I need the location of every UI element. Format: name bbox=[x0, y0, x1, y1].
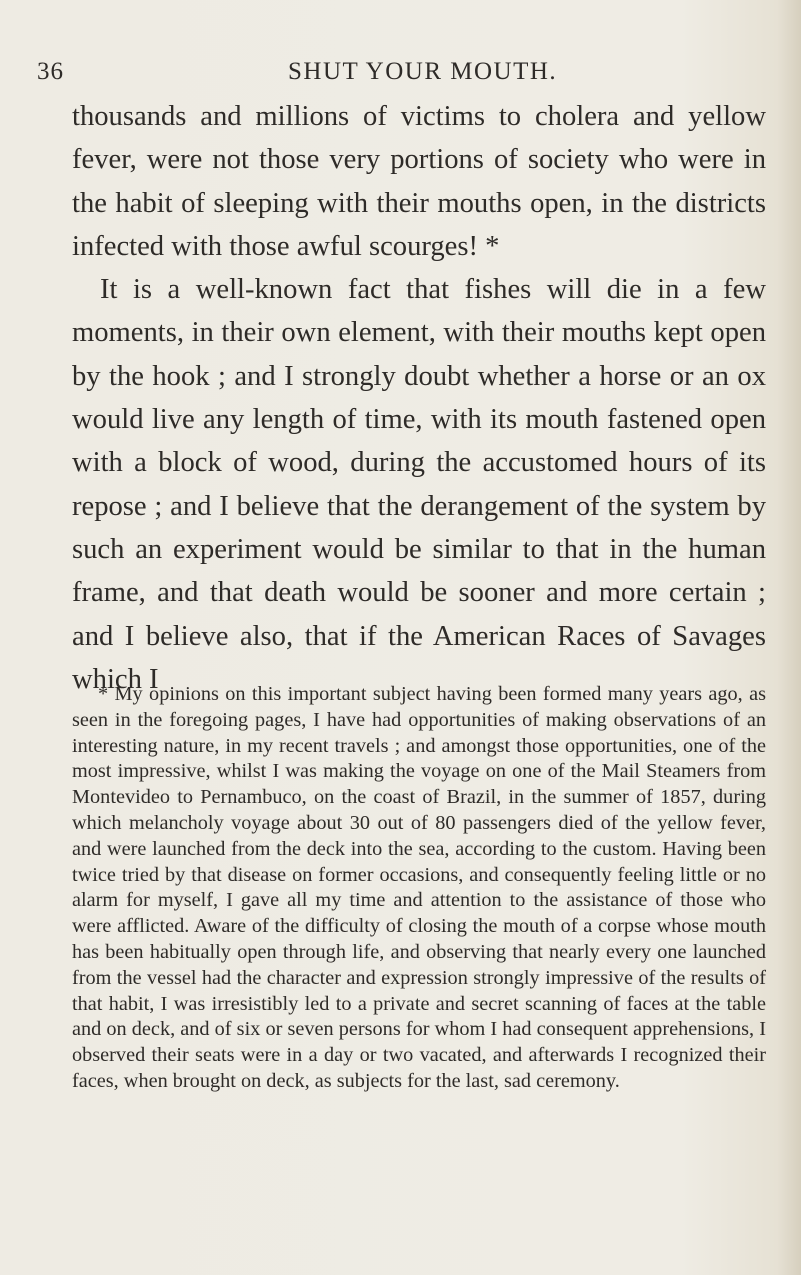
body-paragraph: It is a well-known fact that fishes will die in a few moments, in their own element, with their mouths kept open by the hook ; and I strongly doubt whether a horse or an ox would live any length of time, with its mouth fastened open with a block of wood, during the accustomed hours of its repose ; and I believe that the derangement of the system by such an experiment would be similar to that in the human frame, and that death would be sooner and more certain ; and I believe also, that if the American Races of Savages which I bbox=[72, 274, 766, 695]
footnote: * My opinions on this important subject having been formed many years ago, as seen in the foregoing pages, I have had opportunities of making observations of an interesting nature, in my recent travels ; and amongst those opportunities, one of the most impressive, whilst I was making the voyage on one of the Mail Steamers from Montevideo to Pernambuco, on the coast of Brazil, in the summer of 1857, during which melancholy voyage about 30 out of 80 passengers died of the yellow fever, and were launched from the deck into the sea, according to the custom. Having been twice tried by that disease on former occasions, and consequently feeling little or no alarm for myself, I gave all my time and attention to the assistance of those who were afflicted. Aware of the difficulty of closing the mouth of a corpse whose mouth has been habitually open through life, and observing that nearly every one launched from the vessel had the character and expression strongly impressive of the results of that habit, I was irresistibly led to a private and secret scanning of faces at the table and on deck, and of six or seven persons for whom I had consequent apprehensions, I observed their seats were in a day or two vacated, and afterwards I recognized their faces, when brought on deck, as subjects for the last, sad ceremony. bbox=[72, 683, 766, 1092]
body-paragraph-continued: thousands and millions of victims to cholera and yellow fever, were not those very portions of society who were in the habit of sleeping with their mouths open, in the districts infected with those awful scourges! * bbox=[72, 101, 766, 262]
body-text bbox=[72, 95, 766, 701]
page-number: 36 bbox=[37, 58, 64, 85]
running-title: SHUT YOUR MOUTH. bbox=[288, 58, 558, 85]
page-header bbox=[0, 58, 801, 92]
